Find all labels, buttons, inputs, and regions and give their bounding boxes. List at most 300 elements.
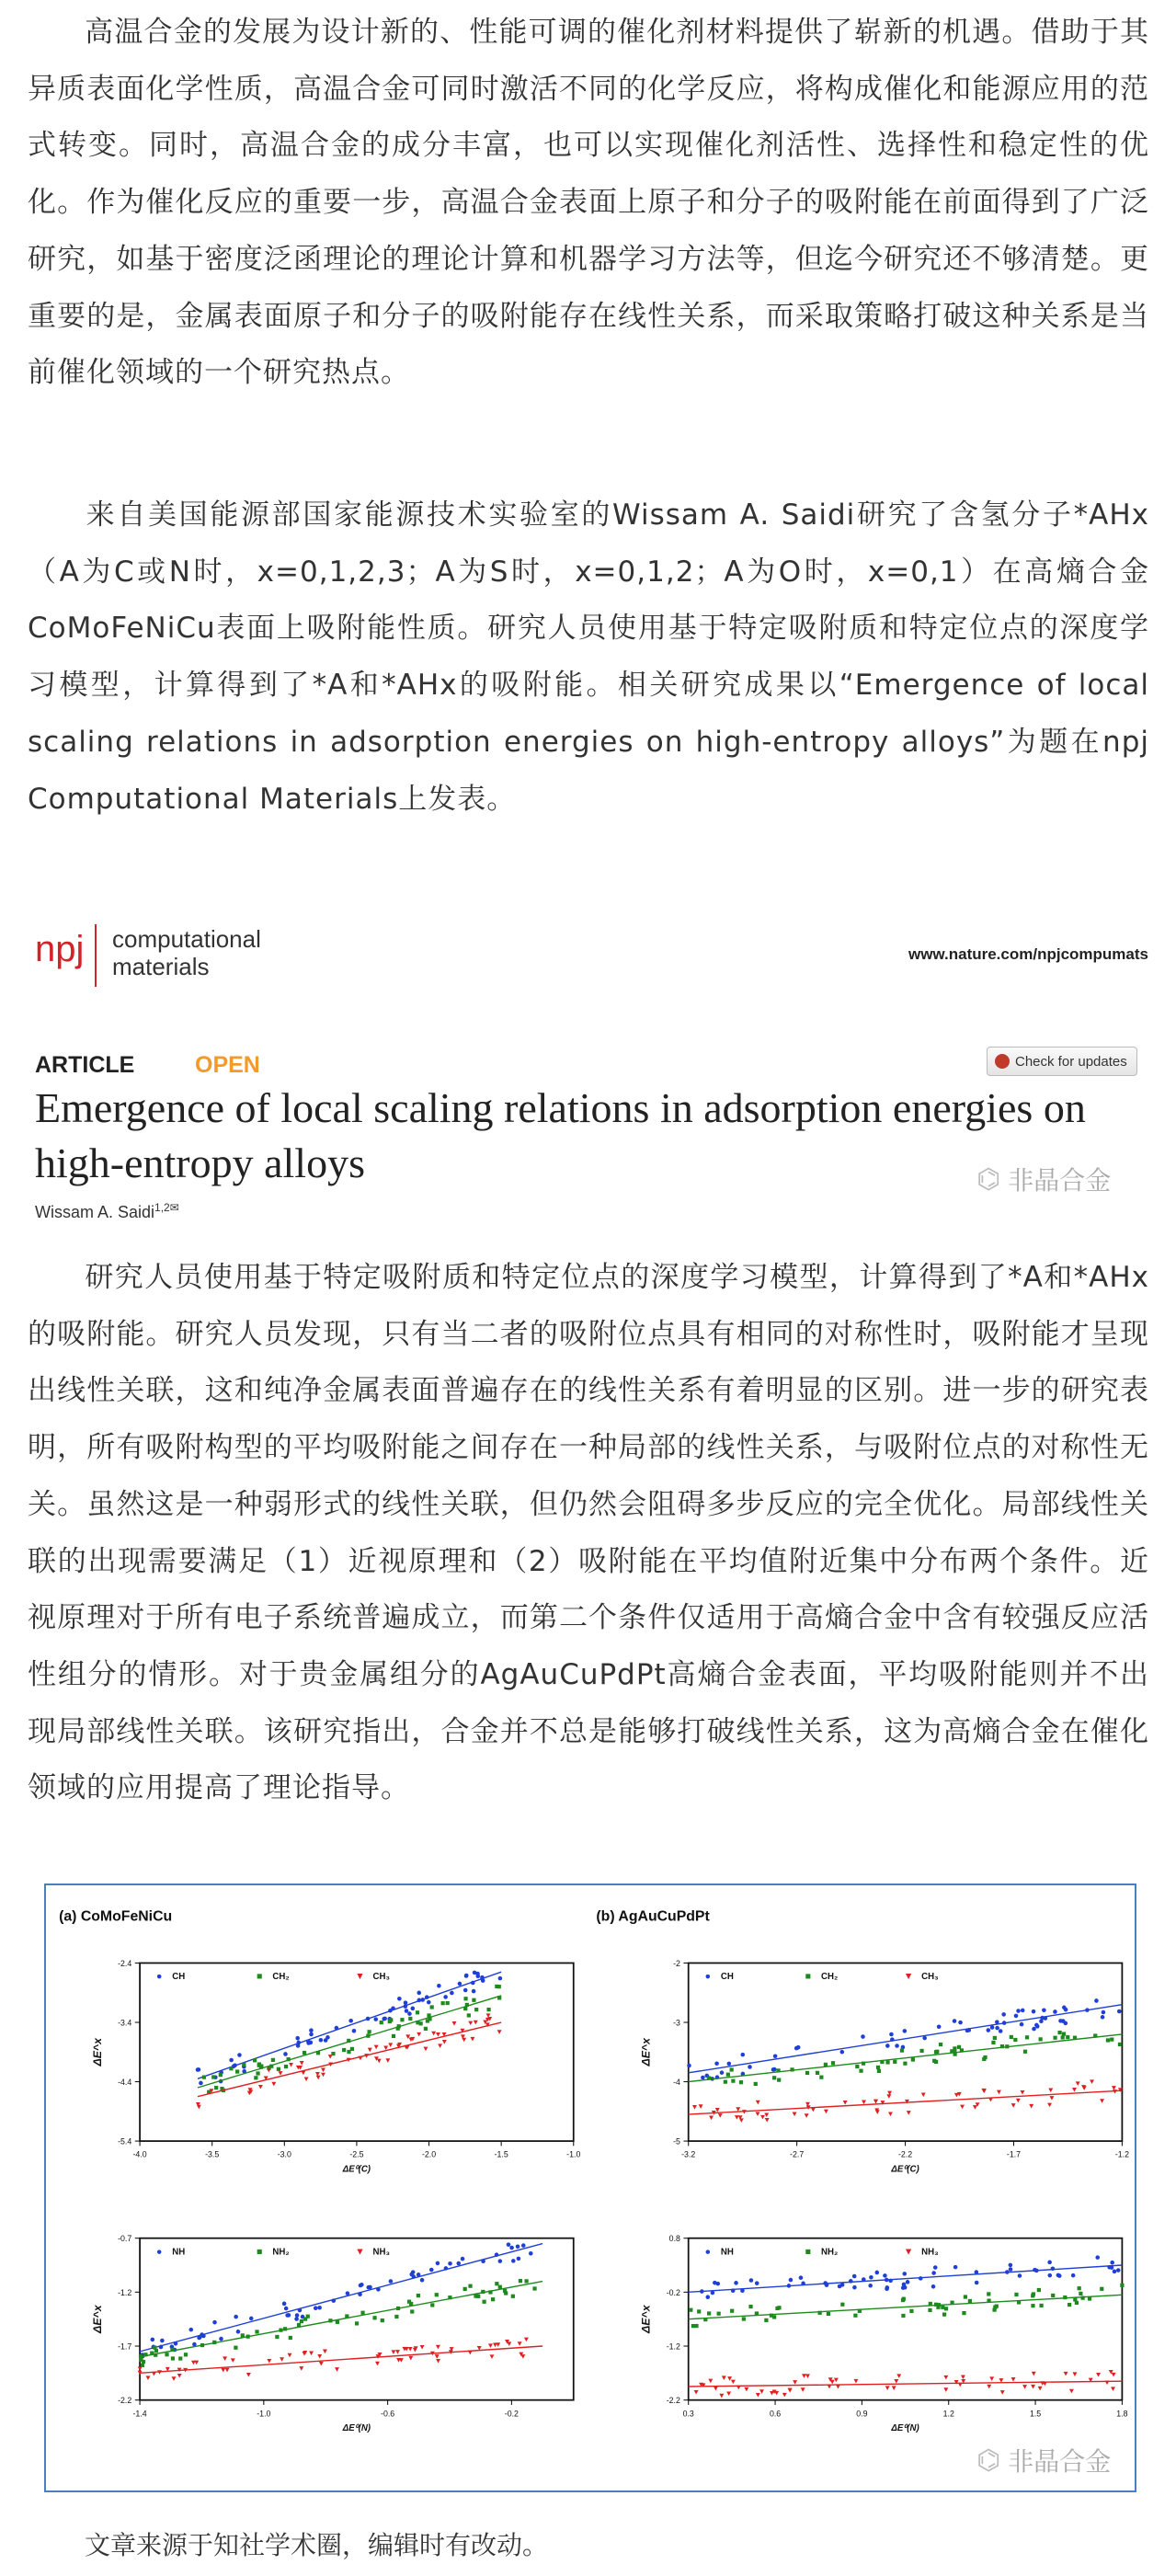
data-point — [775, 2307, 779, 2310]
data-point — [995, 2020, 999, 2024]
x-tick-label: -3.5 — [205, 2149, 220, 2159]
data-point — [1013, 2038, 1017, 2042]
legend-label: NH₂ — [821, 2247, 839, 2258]
data-point — [184, 2353, 188, 2356]
data-point — [818, 2311, 822, 2315]
data-point — [1005, 2044, 1009, 2048]
x-tick-label: -0.6 — [381, 2409, 395, 2419]
y-tick-label: -1.2 — [118, 2287, 132, 2297]
data-point — [456, 2261, 461, 2266]
data-point — [858, 2309, 862, 2313]
data-point — [1057, 2031, 1061, 2034]
data-point — [840, 2303, 844, 2307]
data-point — [931, 2271, 936, 2275]
y-axis-label: ΔE^x — [639, 2305, 653, 2333]
data-point — [171, 2356, 175, 2360]
data-point — [532, 2286, 536, 2290]
data-point — [749, 2278, 754, 2283]
data-point — [214, 2086, 218, 2089]
y-tick-label: -2.2 — [666, 2396, 680, 2406]
data-point — [197, 2067, 201, 2072]
data-point — [463, 1997, 467, 2000]
data-point — [929, 2302, 932, 2306]
data-point — [408, 2017, 412, 2021]
data-point — [420, 2278, 425, 2283]
data-point — [253, 2058, 257, 2062]
data-point — [911, 2057, 915, 2061]
data-point — [903, 2062, 907, 2066]
crossmark-icon — [995, 1054, 1010, 1069]
data-point — [165, 2353, 168, 2356]
data-point — [476, 2295, 480, 2298]
data-point — [416, 2021, 419, 2024]
data-point — [890, 2037, 895, 2042]
data-point — [1110, 2261, 1114, 2265]
legend-label: NH — [172, 2247, 186, 2258]
data-point — [467, 2013, 471, 2017]
data-point — [154, 2353, 157, 2357]
data-point — [801, 2282, 805, 2286]
data-point — [1088, 2296, 1091, 2300]
data-point — [314, 2306, 318, 2310]
data-point — [435, 2293, 439, 2296]
data-point — [1040, 2016, 1045, 2021]
data-point — [1093, 2033, 1097, 2037]
data-point — [324, 2038, 328, 2043]
data-point — [1010, 2035, 1013, 2039]
y-tick-label: -5.4 — [118, 2136, 132, 2147]
data-point — [407, 2011, 412, 2016]
data-point — [885, 2060, 889, 2064]
data-point — [689, 2308, 692, 2312]
data-point — [1005, 2270, 1010, 2274]
data-point — [964, 2295, 967, 2298]
data-point — [932, 2059, 936, 2063]
data-point — [772, 2076, 776, 2079]
data-point — [1016, 2009, 1021, 2013]
data-point — [909, 2309, 913, 2313]
data-point — [458, 1982, 462, 1986]
data-point — [862, 2277, 866, 2282]
data-point — [900, 2048, 904, 2052]
data-point — [1066, 2035, 1069, 2039]
data-point — [199, 2081, 203, 2086]
data-point — [463, 2287, 467, 2291]
data-point — [153, 2346, 156, 2350]
x-tick-label: -2.7 — [790, 2149, 805, 2159]
data-point — [776, 2068, 780, 2072]
data-point — [328, 2318, 332, 2322]
data-point — [934, 2050, 938, 2054]
data-point — [279, 2329, 282, 2332]
data-point — [298, 2308, 303, 2313]
data-point — [511, 2295, 515, 2298]
data-point — [1095, 2255, 1100, 2260]
data-point — [741, 2053, 746, 2057]
data-point — [517, 2257, 521, 2261]
data-point — [474, 2008, 478, 2011]
data-point — [1068, 2303, 1071, 2307]
data-point — [789, 2278, 794, 2283]
data-point — [701, 2076, 705, 2080]
data-point — [953, 2053, 956, 2056]
data-point — [1017, 2300, 1021, 2304]
data-point — [426, 2019, 429, 2022]
npj-logo: npj — [35, 929, 85, 969]
legend-marker: ■ — [257, 1971, 263, 1983]
data-point — [483, 2300, 486, 2304]
y-tick-label: -0.2 — [666, 2287, 680, 2297]
findings-paragraph: 研究人员使用基于特定吸附质和特定位点的深度学习模型，计算得到了*A和*AHx的吸附能。研究人员发现，只有当二者的吸附位点具有相同的对称性时，吸附能才呈现出线性关联，这和纯净金属表面普遍存在的线性关系有着明显的区别。进一步的研究表明，所有吸附构型的平均吸附能之间存在一种局部的线性关系，与吸附位点的对称性无关。虽然这是一种弱形式的线性关联，但仍然会阻碍多步反应的完全优化。局部线性关联的出现需要满足（1）近视原理和（2）吸附能在平均值附近集中分布两个条件。近视原理对于所有电子系统普遍成立，而第二个条件仅适用于高熵合金中含有较强反应活性组分的情形。对于贵金属组分的AgAuCuPdPt高熵合金表面，平均吸附能则并不出现局部线性关联。该研究指出，合金并不总是能够打破线性关系，这为高熵合金在催化领域的应用提高了理论指导。 — [28, 1261, 1149, 1805]
x-tick-label: -1.5 — [494, 2149, 508, 2159]
data-point — [410, 2309, 414, 2313]
data-point — [448, 2296, 451, 2299]
data-point — [885, 2044, 890, 2048]
data-point — [373, 2017, 378, 2021]
data-point — [212, 2320, 217, 2325]
data-point — [965, 2029, 970, 2033]
data-point — [717, 2312, 721, 2316]
data-point — [287, 2057, 291, 2061]
data-point — [259, 2064, 263, 2067]
data-point — [707, 2311, 711, 2315]
data-point — [748, 2065, 752, 2069]
x-tick-label: -1.2 — [1114, 2149, 1129, 2159]
data-point — [944, 2307, 948, 2310]
data-point — [198, 2335, 202, 2340]
x-tick-label: -3.2 — [681, 2149, 696, 2159]
data-point — [255, 2330, 258, 2333]
data-point — [1107, 2265, 1112, 2270]
legend-marker: ▼ — [355, 2246, 365, 2258]
data-point — [700, 2289, 704, 2294]
data-point — [868, 2284, 873, 2288]
data-point — [336, 2320, 339, 2324]
y-tick-label: -4.4 — [118, 2078, 132, 2088]
data-point — [277, 2067, 280, 2071]
data-point — [953, 2046, 956, 2050]
data-point — [235, 2069, 239, 2073]
data-point — [495, 2252, 499, 2257]
data-point — [392, 2034, 395, 2038]
data-point — [241, 2333, 245, 2337]
data-point — [991, 2041, 995, 2044]
data-point — [246, 2335, 250, 2339]
data-point — [1116, 2268, 1121, 2273]
data-point — [773, 2054, 778, 2058]
data-point — [360, 2311, 364, 2315]
data-point — [853, 2314, 857, 2318]
data-point — [388, 2020, 392, 2023]
data-point — [331, 2298, 336, 2303]
data-point — [697, 2309, 701, 2313]
data-point — [816, 2071, 819, 2075]
data-point — [1053, 2036, 1056, 2040]
data-point — [1032, 2009, 1036, 2014]
data-point — [720, 2070, 725, 2075]
data-point — [1079, 2292, 1082, 2296]
data-point — [283, 2327, 287, 2330]
data-point — [430, 2005, 434, 2009]
data-point — [448, 2261, 452, 2266]
data-point — [731, 2288, 736, 2293]
data-point — [825, 2283, 829, 2287]
data-point — [987, 2292, 990, 2296]
legend-marker: ● — [156, 1971, 163, 1983]
data-point — [425, 1995, 429, 1999]
data-point — [942, 2313, 946, 2317]
y-tick-label: -1.2 — [666, 2341, 680, 2352]
legend-marker: ■ — [805, 2246, 812, 2258]
data-point — [740, 2289, 745, 2294]
data-point — [481, 1978, 485, 1983]
plot-area — [689, 1963, 1123, 2141]
data-point — [317, 2306, 322, 2310]
legend-label: CH — [172, 1972, 186, 1983]
data-point — [285, 2313, 290, 2318]
data-point — [296, 2044, 301, 2048]
data-point — [903, 2029, 908, 2033]
data-point — [219, 2337, 223, 2341]
data-point — [1025, 2035, 1029, 2039]
plot-area — [140, 2238, 574, 2400]
data-point — [987, 2028, 991, 2032]
data-point — [936, 2306, 940, 2309]
data-point — [472, 1989, 476, 1994]
data-point — [348, 2019, 353, 2023]
data-point — [883, 2273, 887, 2278]
data-point — [524, 2279, 528, 2283]
data-point — [355, 2321, 359, 2325]
data-point — [968, 2299, 972, 2303]
paper-title: Emergence of local scaling relations in adsorption energies on high-entropy alloys — [35, 1084, 1086, 1186]
data-point — [345, 2314, 348, 2318]
legend-label: NH₃ — [921, 2247, 939, 2258]
data-point — [990, 2025, 995, 2030]
data-point — [1085, 2008, 1090, 2012]
source-caption: 文章来源于知社学术圈，编辑时有改动。 — [85, 2530, 549, 2560]
data-point — [919, 2276, 923, 2281]
data-point — [405, 2009, 409, 2013]
data-point — [319, 2038, 324, 2043]
data-point — [1031, 2294, 1034, 2297]
data-point — [497, 1996, 501, 1999]
data-point — [742, 2317, 746, 2320]
data-point — [1120, 2284, 1124, 2287]
data-point — [1047, 2261, 1052, 2265]
data-point — [303, 2051, 306, 2055]
data-point — [444, 2266, 449, 2271]
panel-title: (a) CoMoFeNiCu — [59, 1908, 173, 1925]
data-point — [799, 2275, 804, 2280]
data-point — [417, 2273, 421, 2277]
data-point — [902, 2272, 907, 2276]
data-point — [358, 2292, 362, 2296]
data-point — [481, 2259, 485, 2263]
data-point — [411, 2270, 416, 2274]
data-point — [1064, 2008, 1068, 2012]
data-point — [1051, 2266, 1056, 2271]
data-point — [294, 2317, 299, 2321]
data-point — [901, 2314, 905, 2318]
y-tick-label: -1.7 — [118, 2341, 132, 2352]
data-point — [350, 2047, 354, 2051]
data-point — [1000, 2044, 1004, 2048]
y-tick-label: 0.8 — [668, 2234, 680, 2244]
data-point — [739, 2080, 743, 2084]
wechat-icon: ⌬ — [976, 1162, 1001, 1196]
data-point — [919, 2049, 923, 2053]
data-point — [316, 2051, 320, 2055]
data-point — [306, 2039, 311, 2044]
data-point — [777, 2078, 781, 2082]
data-point — [282, 2302, 287, 2307]
data-point — [347, 2039, 350, 2043]
data-point — [202, 2075, 206, 2078]
data-point — [1063, 2296, 1067, 2299]
data-point — [427, 2013, 430, 2017]
data-point — [734, 2281, 738, 2285]
figure-frame — [44, 1883, 1136, 2492]
data-point — [1009, 2263, 1013, 2268]
x-axis-label: ΔE⁰(C) — [891, 2164, 919, 2175]
data-point — [159, 2345, 164, 2350]
data-point — [437, 1984, 441, 1988]
data-point — [372, 2316, 376, 2319]
data-point — [876, 2066, 880, 2069]
data-point — [1023, 2050, 1027, 2054]
data-point — [396, 2307, 400, 2310]
data-point — [382, 2017, 387, 2021]
data-point — [249, 2317, 254, 2321]
data-point — [297, 2323, 301, 2327]
x-tick-label: -1.0 — [257, 2409, 271, 2419]
data-point — [714, 2061, 719, 2066]
data-point — [1094, 1998, 1099, 2003]
data-point — [388, 2009, 393, 2013]
data-point — [380, 2021, 383, 2024]
data-point — [174, 2341, 178, 2346]
data-point — [309, 2032, 314, 2037]
x-tick-label: -1.0 — [566, 2149, 581, 2159]
data-point — [143, 2353, 147, 2356]
data-point — [403, 2004, 407, 2009]
data-point — [200, 2343, 204, 2347]
data-point — [687, 2064, 691, 2068]
legend-label: NH₂ — [272, 2247, 290, 2258]
data-point — [1117, 2009, 1122, 2014]
x-tick-label: -3.0 — [277, 2149, 291, 2159]
data-point — [1073, 2297, 1077, 2301]
data-point — [1106, 2038, 1110, 2042]
data-point — [861, 2034, 865, 2039]
data-point — [1002, 2021, 1007, 2025]
data-point — [295, 2313, 300, 2318]
data-point — [468, 2284, 472, 2288]
data-point — [1020, 2022, 1024, 2027]
data-point — [824, 2063, 828, 2067]
y-axis-label: ΔE^x — [639, 2038, 653, 2067]
data-point — [1102, 2010, 1106, 2015]
data-point — [475, 1974, 480, 1978]
data-point — [416, 2010, 419, 2014]
data-point — [424, 2027, 428, 2031]
data-point — [519, 2279, 522, 2283]
data-point — [342, 2048, 346, 2052]
x-tick-label: 1.8 — [1116, 2409, 1128, 2419]
wechat-icon: ⌬ — [976, 2444, 1001, 2477]
data-point — [787, 2284, 792, 2288]
data-point — [975, 2281, 979, 2285]
data-point — [1001, 2012, 1006, 2017]
legend-label: CH₂ — [272, 1972, 290, 1983]
data-point — [284, 2065, 288, 2068]
y-tick-label: -4 — [673, 2078, 680, 2088]
legend-label: CH₃ — [372, 1972, 390, 1983]
figure-scaled-group — [59, 1909, 1129, 2490]
panel-title: (b) AgAuCuPdPt — [596, 1908, 710, 1925]
data-point — [236, 2330, 241, 2334]
data-point — [219, 2073, 223, 2077]
data-point — [463, 2007, 467, 2010]
y-tick-label: -2.4 — [118, 1959, 132, 1968]
x-tick-label: 1.5 — [1029, 2409, 1042, 2419]
data-point — [511, 2259, 516, 2263]
data-point — [730, 2309, 734, 2313]
data-point — [939, 2043, 942, 2046]
results-figure — [46, 1885, 1135, 2490]
data-point — [995, 2026, 999, 2031]
data-point — [529, 2251, 533, 2256]
data-point — [1009, 2267, 1013, 2272]
data-point — [170, 2348, 174, 2352]
data-point — [707, 2076, 711, 2079]
data-point — [893, 2060, 896, 2064]
data-point — [160, 2339, 165, 2343]
data-point — [396, 2027, 400, 2031]
data-point — [443, 1995, 448, 1999]
data-point — [211, 2075, 215, 2078]
data-point — [726, 2073, 730, 2077]
data-point — [755, 2281, 759, 2285]
data-point — [498, 1976, 503, 1981]
data-point — [711, 2291, 715, 2296]
data-point — [962, 2311, 965, 2315]
data-point — [411, 2007, 416, 2011]
x-tick-label: 0.9 — [856, 2409, 868, 2419]
x-tick-label: -2.0 — [421, 2149, 437, 2159]
check-updates-badge: Check for updates — [987, 1047, 1137, 1076]
data-point — [376, 2287, 381, 2292]
data-point — [397, 1997, 402, 2001]
data-point — [764, 2318, 768, 2322]
x-axis-label: ΔE⁰(C) — [342, 2164, 371, 2175]
x-tick-label: -2.5 — [349, 2149, 364, 2159]
data-point — [471, 1981, 475, 1986]
data-point — [885, 2285, 890, 2290]
data-point — [993, 2036, 997, 2040]
article-label: ARTICLE — [35, 1052, 135, 1078]
data-point — [481, 2290, 485, 2294]
x-tick-label: -0.2 — [504, 2409, 519, 2419]
data-point — [790, 2067, 794, 2071]
x-axis-label: ΔE⁰(N) — [342, 2423, 371, 2434]
data-point — [1048, 2273, 1053, 2278]
data-point — [840, 2283, 845, 2287]
data-point — [993, 2306, 997, 2309]
data-point — [394, 2315, 398, 2318]
data-point — [895, 2044, 899, 2048]
